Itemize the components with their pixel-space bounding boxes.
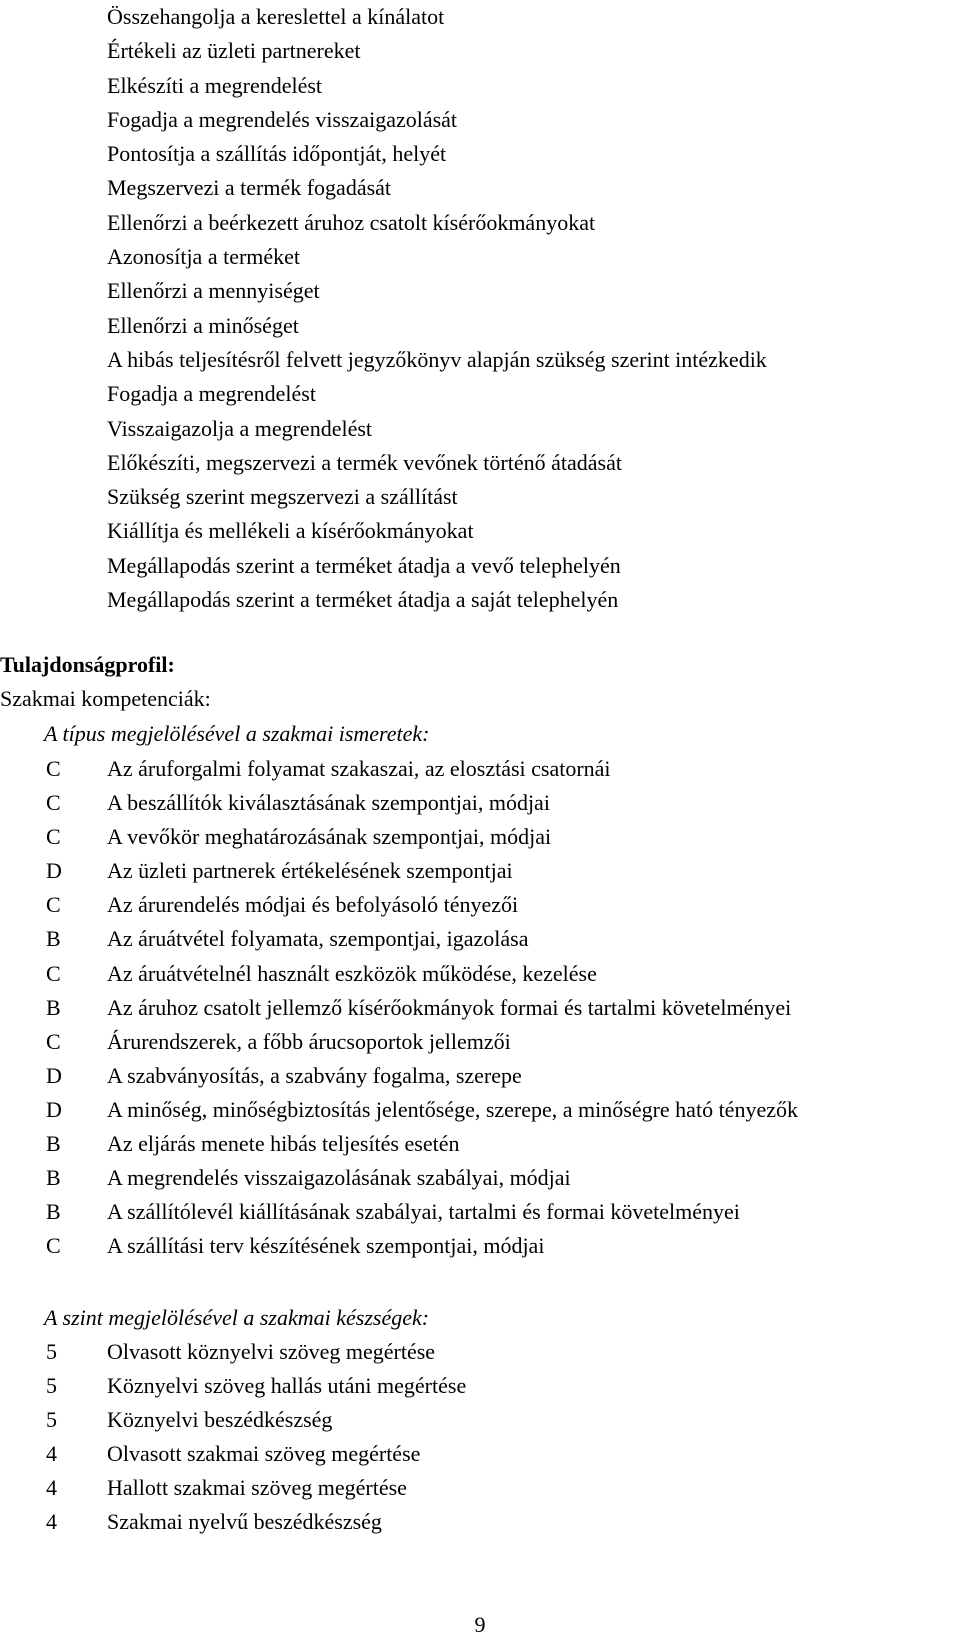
knowledge-text: A megrendelés visszaigazolásának szabályai, módjai xyxy=(107,1165,571,1191)
skills-section-label: A szint megjelölésével a szakmai készségek: xyxy=(44,1305,430,1330)
knowledge-level: C xyxy=(46,960,61,986)
knowledge-text: A minőség, minőségbiztosítás jelentősége, szerepe, a minőségre ható tényezők xyxy=(107,1096,798,1122)
task-item: Fogadja a megrendelés visszaigazolását xyxy=(107,106,458,132)
task-item: A hibás teljesítésről felvett jegyzőkönyv alapján szükség szerint intézkedik xyxy=(107,346,767,372)
knowledge-level: B xyxy=(46,926,61,952)
knowledge-level: B xyxy=(46,1199,61,1225)
task-item: Megállapodás szerint a terméket átadja a vevő telephelyén xyxy=(107,552,621,578)
skill-level: 4 xyxy=(46,1475,57,1500)
knowledge-text: Az üzleti partnerek értékelésének szempontjai xyxy=(107,858,513,884)
knowledge-level: D xyxy=(46,1096,62,1122)
knowledge-text: A szállítólevél kiállításának szabályai, tartalmi és formai követelményei xyxy=(107,1199,740,1225)
knowledge-level: B xyxy=(46,1165,61,1191)
skill-text: Köznyelvi szöveg hallás utáni megértése xyxy=(107,1373,467,1398)
task-item: Elkészíti a megrendelést xyxy=(107,72,323,98)
task-item: Megállapodás szerint a terméket átadja a saját telephelyén xyxy=(107,587,619,613)
knowledge-text: A szabványosítás, a szabvány fogalma, szerepe xyxy=(107,1062,522,1088)
task-item: Pontosítja a szállítás időpontját, helyét xyxy=(107,141,447,167)
knowledge-text: Az áruátvétel folyamata, szempontjai, igazolása xyxy=(107,926,529,952)
task-item: Kiállítja és mellékeli a kísérőokmányokat xyxy=(107,518,474,544)
task-item: Megszervezi a termék fogadását xyxy=(107,175,392,201)
knowledge-level: C xyxy=(46,790,61,816)
page-number: 9 xyxy=(474,1612,486,1637)
knowledge-text: Az áruhoz csatolt jellemző kísérőokmányok formai és tartalmi követelményei xyxy=(107,994,792,1020)
skill-level: 5 xyxy=(46,1373,57,1398)
knowledge-level: C xyxy=(46,892,61,918)
knowledge-text: Az áruforgalmi folyamat szakaszai, az elosztási csatornái xyxy=(107,756,611,781)
skill-text: Hallott szakmai szöveg megértése xyxy=(107,1475,407,1500)
task-item: Azonosítja a terméket xyxy=(107,244,301,270)
knowledge-section-label: A típus megjelölésével a szakmai ismeretek: xyxy=(44,721,430,746)
knowledge-level: D xyxy=(46,858,62,884)
task-list xyxy=(107,0,767,617)
task-item: Összehangolja a kereslettel a kínálatot xyxy=(107,4,445,29)
skill-level: 5 xyxy=(46,1339,57,1364)
skill-level: 4 xyxy=(46,1509,57,1534)
task-item: Szükség szerint megszervezi a szállítást xyxy=(107,484,458,510)
task-item: Értékeli az üzleti partnereket xyxy=(107,38,361,64)
knowledge-text: Az árurendelés módjai és befolyásoló tényezői xyxy=(107,892,519,918)
task-item: Fogadja a megrendelést xyxy=(107,381,316,407)
skill-text: Olvasott szakmai szöveg megértése xyxy=(107,1441,421,1466)
task-item: Visszaigazolja a megrendelést xyxy=(107,415,373,441)
profile-heading: Tulajdonságprofil: xyxy=(0,652,175,677)
knowledge-level: B xyxy=(46,994,61,1020)
knowledge-text: A beszállítók kiválasztásának szempontjai, módjai xyxy=(107,790,550,816)
task-item: Ellenőrzi a mennyiséget xyxy=(107,278,320,304)
knowledge-level: C xyxy=(46,1028,61,1054)
knowledge-text: A szállítási terv készítésének szempontjai, módjai xyxy=(107,1233,545,1259)
knowledge-text: A vevőkör meghatározásának szempontjai, módjai xyxy=(107,824,552,850)
skill-level: 5 xyxy=(46,1407,57,1432)
knowledge-text: Az eljárás menete hibás teljesítés esetén xyxy=(107,1131,460,1157)
knowledge-level: C xyxy=(46,756,61,781)
skill-text: Köznyelvi beszédkészség xyxy=(107,1407,333,1432)
profile-subheading: Szakmai kompetenciák: xyxy=(0,686,211,711)
knowledge-level: B xyxy=(46,1131,61,1157)
knowledge-level: C xyxy=(46,824,61,850)
skill-level: 4 xyxy=(46,1441,57,1466)
task-item: Ellenőrzi a minőséget xyxy=(107,312,299,338)
knowledge-level: D xyxy=(46,1062,62,1088)
task-item: Ellenőrzi a beérkezett áruhoz csatolt kísérőokmányokat xyxy=(107,209,596,235)
skill-text: Olvasott köznyelvi szöveg megértése xyxy=(107,1339,436,1364)
knowledge-text: Az áruátvételnél használt eszközök működése, kezelése xyxy=(107,960,597,986)
skill-text: Szakmai nyelvű beszédkészség xyxy=(107,1509,382,1534)
knowledge-level: C xyxy=(46,1233,61,1259)
task-item: Előkészíti, megszervezi a termék vevőnek történő átadását xyxy=(107,449,622,475)
knowledge-text: Árurendszerek, a főbb árucsoportok jellemzői xyxy=(107,1028,511,1054)
